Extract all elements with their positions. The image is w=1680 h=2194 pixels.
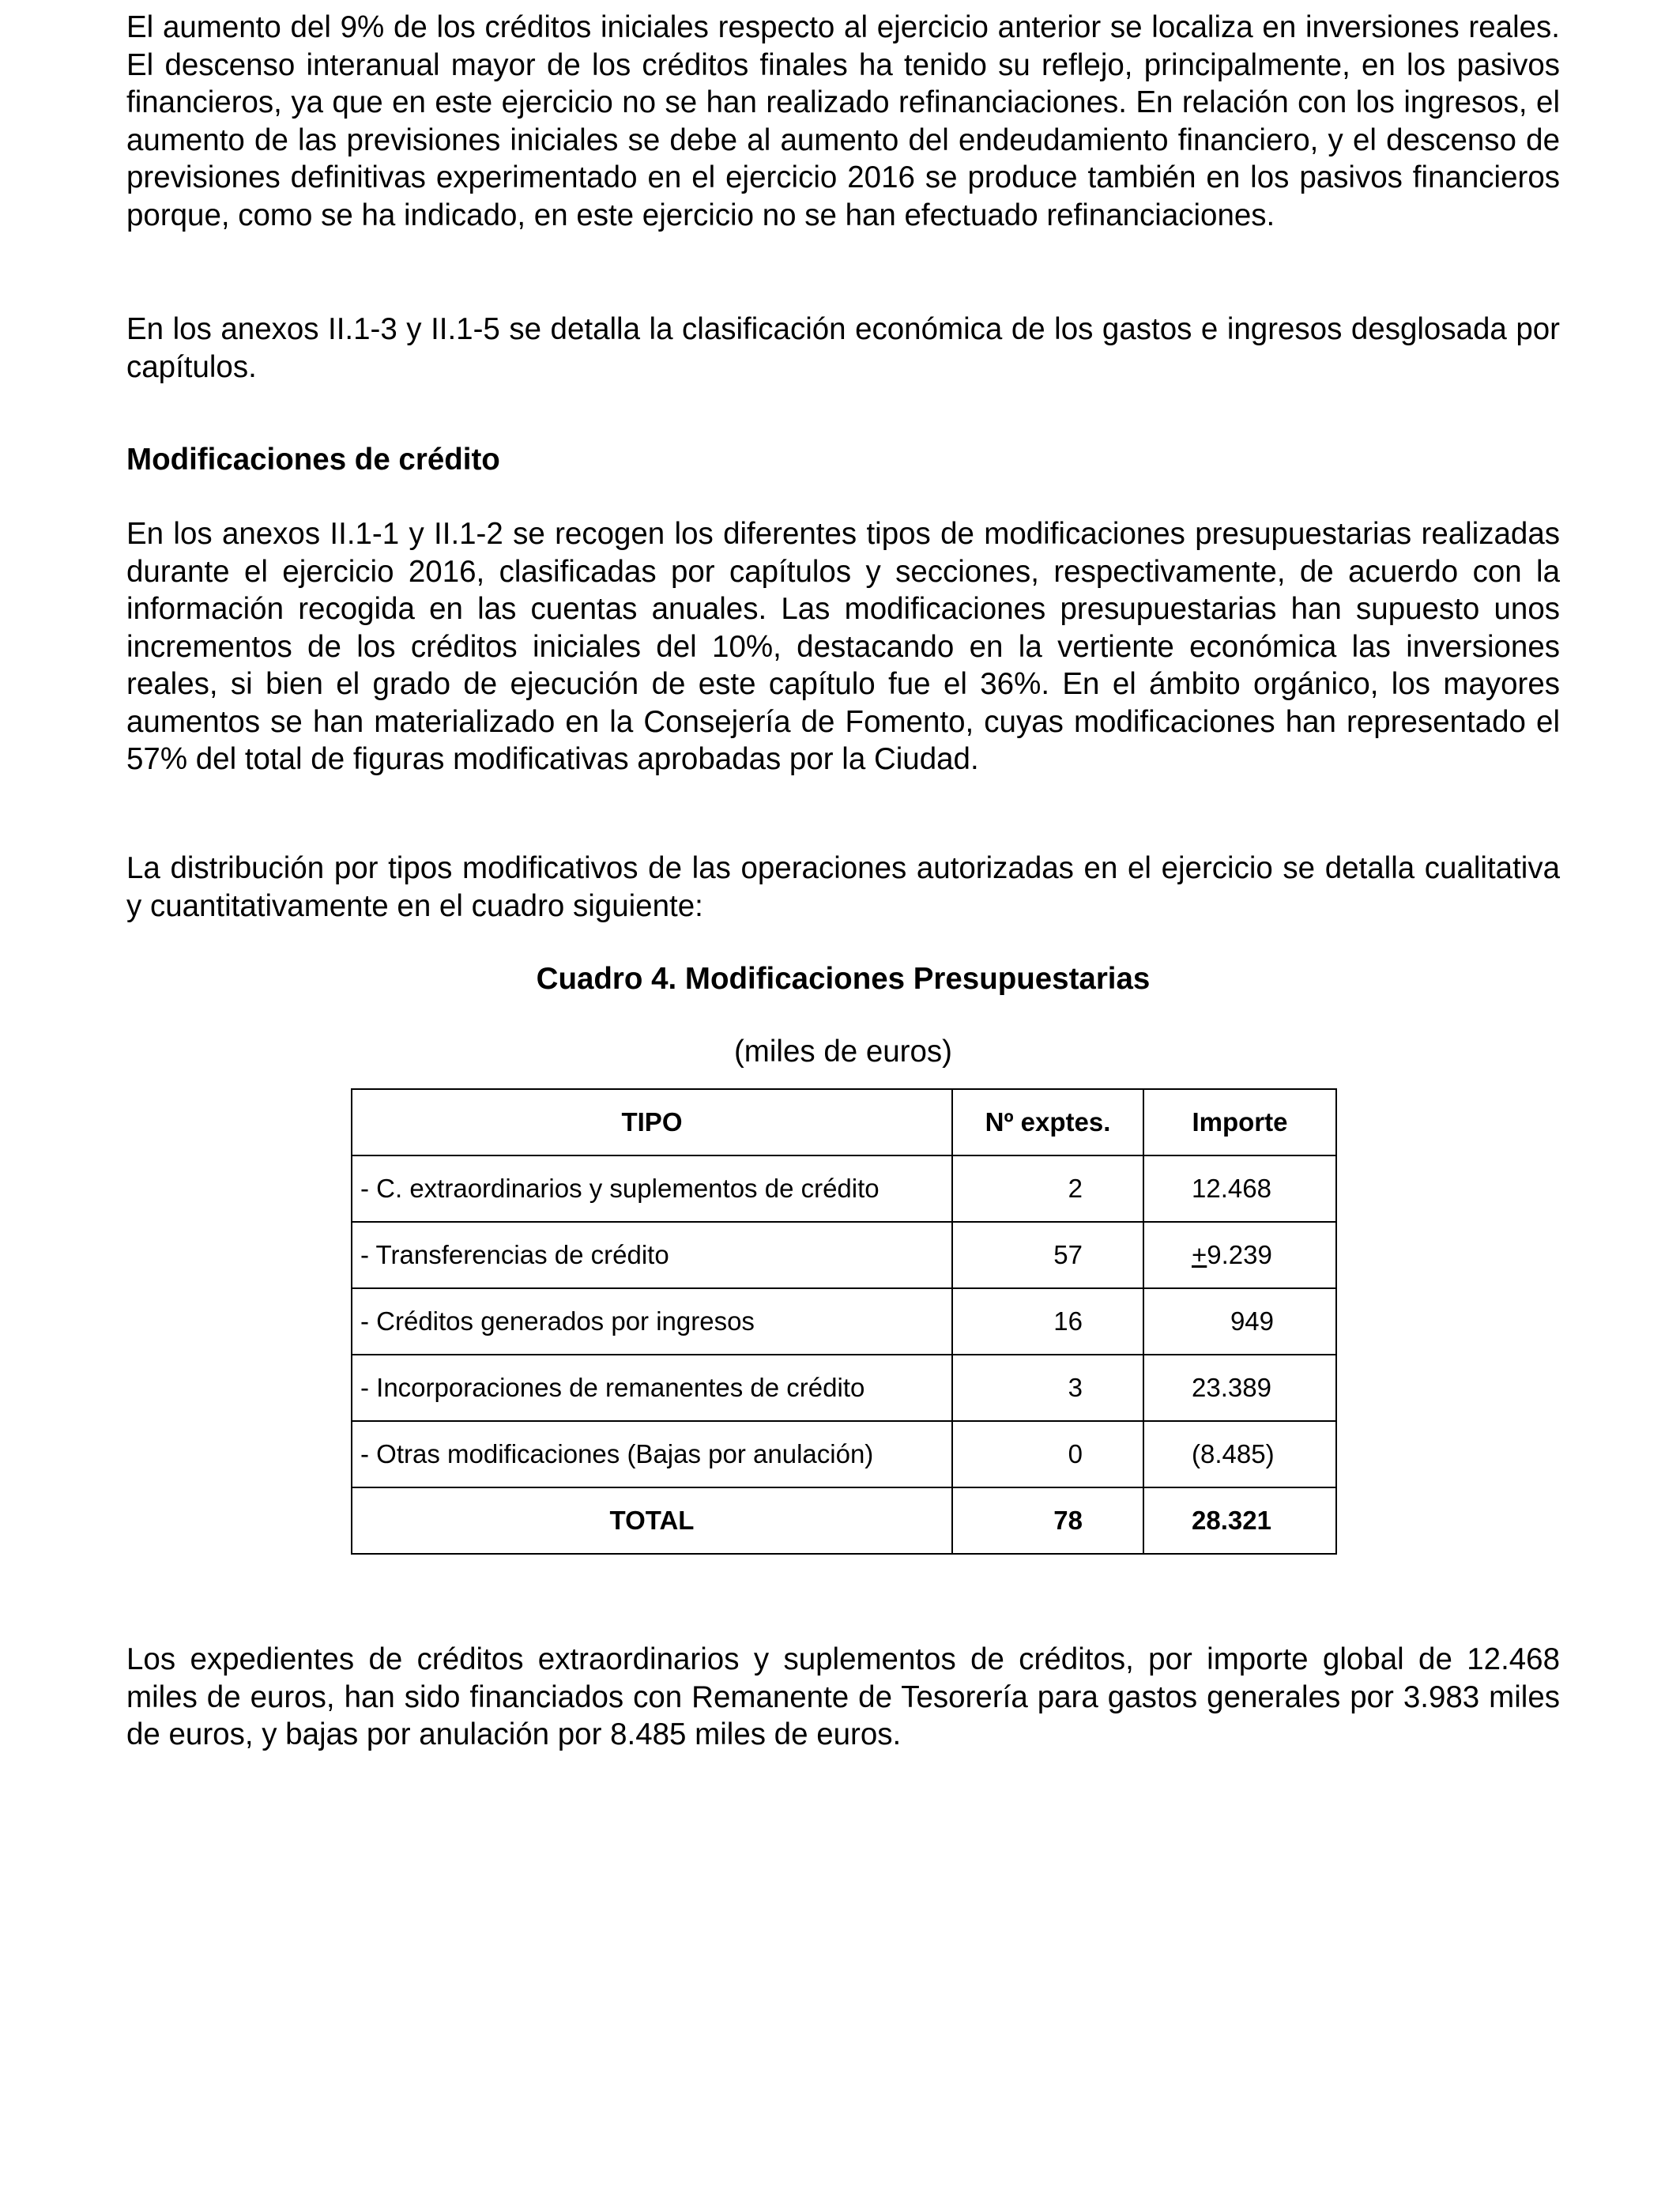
cell-importe: 23.389: [1143, 1355, 1336, 1421]
importe-sign: +: [1192, 1240, 1207, 1269]
cell-tipo: - C. extraordinarios y suplementos de crédito: [352, 1155, 952, 1222]
cell-tipo: - Transferencias de crédito: [352, 1222, 952, 1288]
cell-importe: [1143, 1222, 1336, 1288]
importe-value: 9.239: [1207, 1240, 1272, 1269]
table-row: [352, 1288, 1336, 1355]
table-row: [352, 1355, 1336, 1421]
section-heading: Modificaciones de crédito: [126, 443, 500, 477]
table-units: (miles de euros): [733, 1035, 952, 1069]
header-tipo: TIPO: [352, 1089, 952, 1155]
header-num-exptes: Nº exptes.: [952, 1089, 1143, 1155]
table-header-row: [352, 1089, 1336, 1155]
cell-importe: 12.468: [1143, 1155, 1336, 1222]
cell-total-label: TOTAL: [352, 1487, 952, 1554]
cell-num: 57: [952, 1222, 1143, 1288]
cell-num: 16: [952, 1288, 1143, 1355]
cell-total-importe: 28.321: [1143, 1487, 1336, 1554]
header-importe: Importe: [1143, 1089, 1336, 1155]
cell-importe: (8.485): [1143, 1421, 1336, 1487]
cell-tipo: - Incorporaciones de remanentes de crédito: [352, 1355, 952, 1421]
table-row: [352, 1155, 1336, 1222]
table-row: [352, 1421, 1336, 1487]
paragraph-distribucion: La distribución por tipos modificativos de las operaciones autorizadas en el ejercicio se detalla cualitativa y cuantitativamente en el cuadro siguiente:: [126, 851, 1560, 923]
modificaciones-table: [351, 1088, 1337, 1555]
paragraph-anexos-clasificacion: En los anexos II.1-3 y II.1-5 se detalla la clasificación económica de los gastos e ingresos desglosada por capítulos.: [126, 312, 1560, 384]
cell-num: 2: [952, 1155, 1143, 1222]
cell-num: 0: [952, 1421, 1143, 1487]
cell-tipo: - Otras modificaciones (Bajas por anulación): [352, 1421, 952, 1487]
cell-tipo: - Créditos generados por ingresos: [352, 1288, 952, 1355]
table-row: [352, 1222, 1336, 1288]
paragraph-expedientes: Los expedientes de créditos extraordinarios y suplementos de créditos, por importe global de 12.468 miles de euros, han sido financiados con Remanente de Tesorería para gastos generales por 3.983 miles de euros, y bajas por anulación por 8.485 miles de euros.: [126, 1642, 1560, 1751]
paragraph-creditos-iniciales: El aumento del 9% de los créditos iniciales respecto al ejercicio anterior se localiza en inversiones reales. El descenso interanual mayor de los créditos finales ha tenido su reflejo, principalmente, en los pasivos financieros, ya que en este ejercicio no se han realizado refinanciaciones. En relación con los ingresos, el aumento de las previsiones iniciales se debe al aumento del endeudamiento financiero, y el descenso de previsiones definitivas experimentado en el ejercicio 2016 se produce también en los pasivos financieros porque, como se ha indicado, en este ejercicio no se han efectuado refinanciaciones.: [126, 10, 1560, 232]
cell-importe: 949: [1143, 1288, 1336, 1355]
cell-total-num: 78: [952, 1487, 1143, 1554]
cell-num: 3: [952, 1355, 1143, 1421]
table-title: Cuadro 4. Modificaciones Presupuestarias: [536, 962, 1151, 996]
paragraph-modificaciones: En los anexos II.1-1 y II.1-2 se recogen los diferentes tipos de modificaciones presupuestarias realizadas durante el ejercicio 2016, clasificadas por capítulos y secciones, respectivamente, de acuerdo con la información recogida en las cuentas anuales. Las modificaciones presupuestarias han supuesto unos incrementos de los créditos iniciales del 10%, destacando en la vertiente económica las inversiones reales, si bien el grado de ejecución de este capítulo fue el 36%. En el ámbito orgánico, los mayores aumentos se han materializado en la Consejería de Fomento, cuyas modificaciones han representado el 57% del total de figuras modificativas aprobadas por la Ciudad.: [126, 517, 1560, 776]
table-total-row: [352, 1487, 1336, 1554]
